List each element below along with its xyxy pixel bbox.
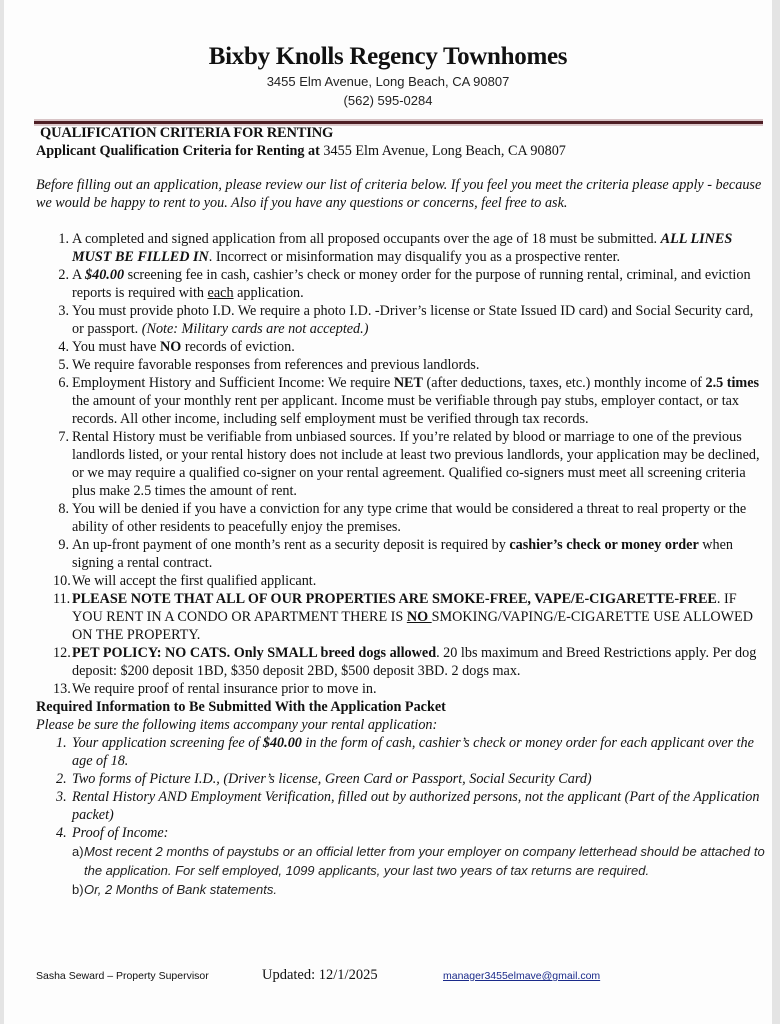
required-item: 4. Proof of Income: [56,825,169,841]
criteria-item: 9. An up-front payment of one month’s rent as a security deposit is required by cashier’s check or money order when signing a rental contract. [36,536,766,572]
list-number: 3. [58,303,69,319]
list-number: 5. [58,357,69,373]
property-name: Bixby Knolls Regency Townhomes [208,43,568,70]
property-address: 3455 Elm Avenue, Long Beach, CA 90807 [266,74,510,89]
list-number: 2. [58,267,69,283]
footer [4,967,772,987]
required-info-intro: Please be sure the following items accompany your rental application: [36,717,438,733]
updated-date: Updated: 12/1/2025 [262,967,378,983]
criteria-list [36,230,766,698]
list-number: 6. [58,375,69,391]
list-number: 9. [58,537,69,553]
list-number: 3. [56,789,67,805]
required-item: 1. Your application screening fee of $40.00 in the form of cash, cashier’s check or money order for each applicant over the age of 18. [56,735,754,769]
list-number: 8. [58,501,69,517]
required-items-list [36,734,766,842]
list-number: 7. [58,429,69,445]
criteria-item: 3. You must provide photo I.D. We require a photo I.D. -Driver’s license or State Issued ID card) and Social Security card, or passport. (Note: Military cards are not accepted.) [36,302,766,338]
qualification-heading: QUALIFICATION CRITERIA FOR RENTING [40,125,334,141]
property-phone: (562) 595-0284 [343,93,433,108]
intro-paragraph: Before filling out an application, please review our list of criteria below. If you feel you meet the criteria please apply - because we would be happy to rent to you. Also if you have any questions or concerns, feel free to ask. [36,177,762,211]
list-number: 12. [53,645,71,661]
document-page [4,0,772,1024]
criteria-item: 1. A completed and signed application from all proposed occupants over the age of 18 must be submitted. ALL LINES MUST BE FILLED IN. Incorrect or misinformation may disqualify you as a prospective renter. [36,230,766,266]
criteria-item: 8. You will be denied if you have a conviction for any type crime that would be considered a threat to real property or the ability of other residents to peacefully enjoy the premises. [36,500,766,536]
criteria-item: 4. You must have NO records of eviction. [36,338,766,356]
income-proof-list [36,842,766,899]
criteria-item: 12. PET POLICY: NO CATS. Only SMALL breed dogs allowed. 20 lbs maximum and Breed Restrictions apply. Per dog deposit: $200 deposit 1BD, $350 deposit 2BD, $500 deposit 3BD. 2 dogs max. [53,645,757,679]
letterhead [4,0,772,110]
qualification-subheading: Applicant Qualification Criteria for Renting at 3455 Elm Avenue, Long Beach, CA 90807 [36,143,566,159]
list-number: b) [72,882,84,897]
required-item: 3. Rental History AND Employment Verification, filled out by authorized persons, not the applicant (Part of the Application packet) [56,789,760,823]
list-number: a) [72,844,84,859]
criteria-item: 6. Employment History and Sufficient Income: We require NET (after deductions, taxes, etc.) monthly income of 2.5 times the amount of your monthly rent per applicant. Income must be verifiable through pay stubs, employer contact, or tax records. All other income, including self employment must be verified through tax records. [36,374,766,428]
list-number: 13. [53,681,71,697]
list-number: 4. [58,339,69,355]
list-number: 4. [56,825,67,841]
income-proof-item: a) Most recent 2 months of paystubs or an official letter from your employer on company letterhead should be attached to the application. For self employed, 1099 applicants, your last two years of tax returns are required. [72,844,765,878]
required-info-heading: Required Information to Be Submitted With the Application Packet [36,699,446,715]
document-body [36,124,766,899]
list-number: 10. [53,573,71,589]
list-number: 1. [56,735,67,751]
contact-email-link[interactable]: manager3455elmave@gmail.com [443,970,601,982]
criteria-item: 5. We require favorable responses from references and previous landlords. [36,356,766,374]
criteria-item: 2. A $40.00 screening fee in cash, cashier’s check or money order for the purpose of running rental, criminal, and eviction reports is required with each application. [36,266,766,302]
list-number: 2. [56,771,67,787]
list-number: 1. [58,231,69,247]
criteria-item: 10. We will accept the first qualified applicant. [53,573,317,589]
criteria-item: 7. Rental History must be verifiable from unbiased sources. If you’re related by blood or marriage to one of the previous landlords listed, or your rental history does not include at least two previous landlords, your application may be declined, or we may require a qualified co-signer on your rental agreement. Qualified co-signers must meet all screening criteria plus make 2.5 times the amount of rent. [36,428,766,500]
income-proof-item: b) Or, 2 Months of Bank statements. [72,882,277,897]
criteria-item: 11. PLEASE NOTE THAT ALL OF OUR PROPERTIES ARE SMOKE-FREE, VAPE/E-CIGARETTE-FREE. IF YOU RENT IN A CONDO OR APARTMENT THERE IS NO SMOKING/VAPING/E-CIGARETTE USE ALLOWED ON THE PROPERTY. [53,591,753,643]
required-item: 2. Two forms of Picture I.D., (Driver’s license, Green Card or Passport, Social Security Card) [56,771,592,787]
supervisor-signature: Sasha Seward – Property Supervisor [36,970,209,982]
list-number: 11. [53,591,71,607]
criteria-item: 13. We require proof of rental insurance prior to move in. [53,681,377,697]
